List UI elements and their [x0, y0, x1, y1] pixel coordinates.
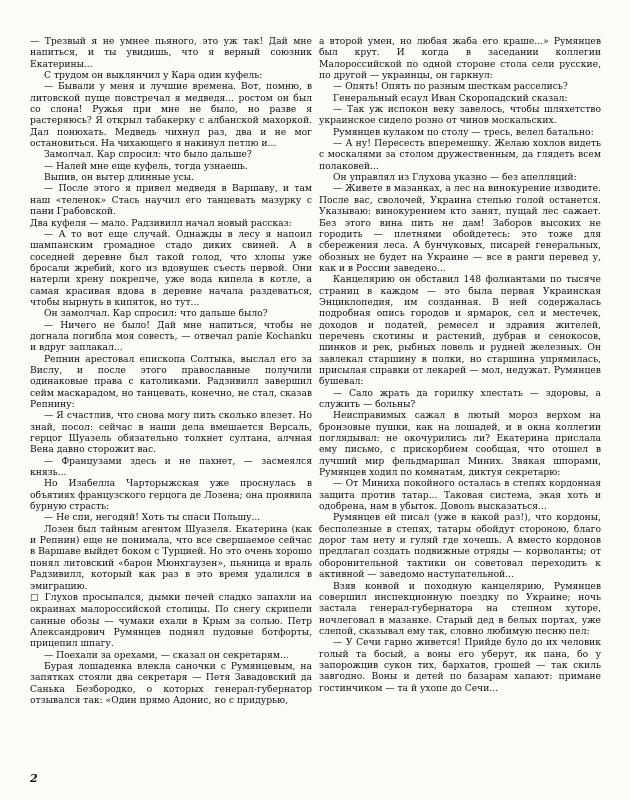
paragraph [30, 456, 312, 479]
paragraph [319, 183, 601, 274]
paragraph-text: Румянцев кулаком по столу — тресь, велел батально: [333, 126, 594, 138]
paragraph-text: — Сало жрать да горилку хлестать — здоровы, а служить — больны? [319, 387, 601, 410]
paragraph-text: Неисправимых сажал в лютый мороз верхом на бронзовые пушки, как на лошадей, и в окна коллегии поглядывал: не окочурились ли? Екатерина прислала ему письмо, с прискорбием сообщая, что отошел в лучший мир фельдмаршал Миних. Звякая шпорами, Румянцев ходил по комнатам, диктуя секретарю: [319, 410, 601, 479]
paragraph [30, 149, 312, 160]
paragraph-text: — От Миниха покойного осталась в степях кордонная защита против татар... Таковая система, экая хоть и одобрена, нам в убыток. Доволь высказаться... [319, 478, 601, 513]
paragraph-text: — Не спи, негодяй! Хоть ты спаси Польшу... [44, 512, 261, 524]
paragraph-text: Он управлял из Глухова указно — без апелляций: [333, 172, 577, 184]
paragraph [319, 138, 601, 172]
paragraph-text: а второй умен, но любая жаба его краше...» Румянцев был крут. И когда в заседании коллегии Малороссийской по одной стороне стола сели русские, по другой — украинцы, он гаркнул: [319, 36, 601, 82]
paragraph-text: — Бывали у меня и лучшие времена. Вот, помню, в литовской пуще повстречал я медведя... ростом он был со слона! Ружья при мне не было, но разве я растеряюсь? Я открыл табакерку с албанской махоркой. Дал понюхать. Медведь чихнул раз, два и не мог остановиться. На чихающего я накинул петлю и... [30, 81, 312, 150]
paragraph [30, 410, 312, 455]
paragraph-text: — Живете в мазанках, а лес на винокурение изводите. После вас, сволочей, Украина степью голой останется. Указываю: винокурением кто занят, пущай лес сажает. Без этого вина пить не дам! Заборов высоких не городить — плетнями обойдетесь: это тоже для сбережения леса. А бунчуковых, писарей генеральных, обозных не будет на Украине — все в ранги перевед у, как и в России заведено... [319, 183, 601, 274]
paragraph [30, 661, 312, 706]
paragraph-text: Два куфеля — мало. Радзивилл начал новый рассказ: [30, 217, 292, 229]
right-column [319, 36, 601, 776]
paragraph [30, 512, 312, 523]
paragraph [319, 36, 601, 81]
paragraph [30, 592, 312, 650]
paragraph-text: Лозен был тайным агентом Шуазеля. Екатерина (как и Репнин) еще не понимала, что все свершаемое сейчас в Варшаве выйдет боком с Турцией. Но это очень хорошо понял литовский «барон Мюнхгаузен», пьяница и враль Радзивилл, который как раз в это время удалился в эмиграцию. [30, 523, 312, 592]
paragraph-text: — Так уж испокон веку завелось, чтобы шляхетство украинское сидело розно от чинов москальских. [319, 104, 601, 127]
paragraph [319, 104, 601, 127]
paragraph-text: — Французами здесь и не пахнет, — засмеялся князь... [30, 455, 312, 479]
paragraph-text: Взяв конвой и походную канцелярию, Румянцев совершил инспекционную поездку по Украине; ночь застала генерал-губернатора на степном хуторе, ночлеговал в мазанке. Старый дед в белых портах, уже слепой, сказывал ему так, словно любимую песню пел: [319, 580, 601, 637]
paragraph-text: — А ну! Пересесть вперемешку. Желаю хохлов видеть с москалями за столом дружественным, да глядеть всем полаковей... [319, 138, 601, 172]
paragraph-text: — Поехали за орехами, — сказал он секретарям... [44, 649, 289, 661]
paragraph-text: — Ничего не было! Дай мне напиться, чтобы не догнала погибла моя совесть, — отвечал panie Kochanku и вдруг заплакал... [30, 319, 312, 354]
paragraph [319, 581, 601, 638]
paragraph [30, 183, 312, 217]
paragraph [319, 127, 601, 138]
paragraph [30, 36, 312, 70]
paragraph [30, 650, 312, 661]
paragraph-text: С трудом он выклянчил у Кара один куфель: [44, 70, 263, 82]
paragraph [30, 524, 312, 592]
paragraph [30, 70, 312, 81]
paragraph-text: Но Изабелла Чарторыжская уже проснулась в объятиях французского герцога де Лозена; она проявила бурную страсть: [30, 478, 312, 513]
section-break-icon: □ [30, 592, 41, 603]
paragraph-text: — У Сечи гарно живется! Прийде було до их человик голый та босый, а воны его уберут, як пана, бо у запорожцив сукон тих, бархатов, грошей — так скиль завгодно. Воны и детей по базарам хапают: примане гостинчиком — та й ухопе до Сечи... [319, 637, 601, 694]
paragraph [319, 81, 601, 92]
paragraph [319, 172, 601, 183]
left-column [30, 36, 312, 776]
paragraph [319, 388, 601, 411]
paragraph-text: Генеральный есаул Иван Скоропадский сказал: [333, 92, 568, 104]
paragraph-text: — А то вот еще случай. Однажды в лесу я напоил шампанским громадное стадо диких свиней. А в соседней деревне был такой голод, что хлопы уже бросали жребий, кого из вдовушек съесть первой. Они натерли хрену покрепче, уже вода кипела в котле, а самая красивая вдова в деревне начала раздеваться, чтобы нырнуть в кипяток, но тут... [30, 228, 312, 308]
paragraph-text: Репнин арестовал епископа Солтыка, выслал его за Вислу, и после этого православные получили одинаковые права с католиками. Радзивилл завершил сейм маскарадом, но танцевать, конечно, не стал, сказав Репнину: [30, 353, 312, 410]
paragraph [30, 354, 312, 411]
paragraph [319, 478, 601, 512]
paragraph [319, 93, 601, 104]
paragraph-text: Канцелярию он обставил 148 фолиантами по тысяче страниц в каждом — это была первая Украинская Энциклопедия, им созданная. В ней содержалась подробная опись городов и ярмарок, сел и местечек, доходов и податей, ремесел и здравия жителей, перечень скотины и растений, дубрав и сенокосов, шинков и рек, рыбных ловель и рудней железных. Он завлекал старшину в полки, но старшина упрямилась, присылая справки от лекарей — мол, недужат. Румянцев бушевал: [319, 274, 601, 388]
paragraph [30, 229, 312, 308]
paragraph [319, 637, 601, 694]
paragraph-text: — Опять! Опять по разным шесткам расселись? [333, 81, 568, 93]
paragraph [30, 478, 312, 512]
paragraph [30, 172, 312, 183]
paragraph [30, 161, 312, 172]
paragraph-text: — Налей мне еще куфель, тогда узнаешь. [44, 160, 248, 172]
paragraph-text: — Трезвый я не умнее пьяного, это уж так! Дай мне напиться, и ты увидишь, что я верный союзник Екатерины... [30, 36, 312, 70]
paragraph-text: Глухов просыпался, дымки печей сладко запахли на окраинах малороссийской столицы. По снегу скрипели санные обозы — чумаки ехали в Крым за солью. Петр Александрович Румянцев поднял пудовые ботфорты, прицепил шпагу. [30, 591, 312, 650]
paragraph-text: — После этого я привел медведя в Варшаву, и там наш «теленок» Стась научил его танцевать мазурку с пани Грабовской. [30, 183, 312, 218]
paragraph [319, 410, 601, 478]
paragraph [30, 218, 312, 229]
paragraph [30, 320, 312, 354]
paragraph [30, 81, 312, 149]
paragraph-text: Замолчал. Кар спросил: что было дальше? [44, 149, 252, 161]
paragraph [319, 274, 601, 387]
paragraph-text: Выпив, он вытер длинные усы. [44, 172, 195, 184]
paragraph-text: Он замолчал. Кар спросил: что дальше было? [44, 308, 268, 320]
paragraph-text: Румянцев ей писал (уже в какой раз!), что кордоны, бесполезные в степях, татары обойдут стороною, благо дорог там нету и гуляй где хочешь. А вместо кордонов предлагал создать подвижные отряды — корволанты; от оборонительной тактики он советовал переходить к активной — заведомо наступательной... [319, 512, 601, 581]
paragraph [30, 308, 312, 319]
paragraph [319, 512, 601, 580]
paragraph-text: — Я счастлив, что снова могу пить сколько влезет. Но знай, посол: сейчас в наши дела вмешается Версаль, герцог Шуазель обязательно толкнет султана, алчная Вена давно сторожит вас. [30, 410, 312, 456]
paragraph-text: Бурая лошаденка влекла саночки с Румянцевым, на запятках стояли два секретаря — Петя Завадовский да Санька Безбородко, о которых генерал-губернатор отзывался так: «Один прямо Адонис, но с придурью, [30, 660, 312, 706]
page-number: 2 [30, 772, 38, 785]
